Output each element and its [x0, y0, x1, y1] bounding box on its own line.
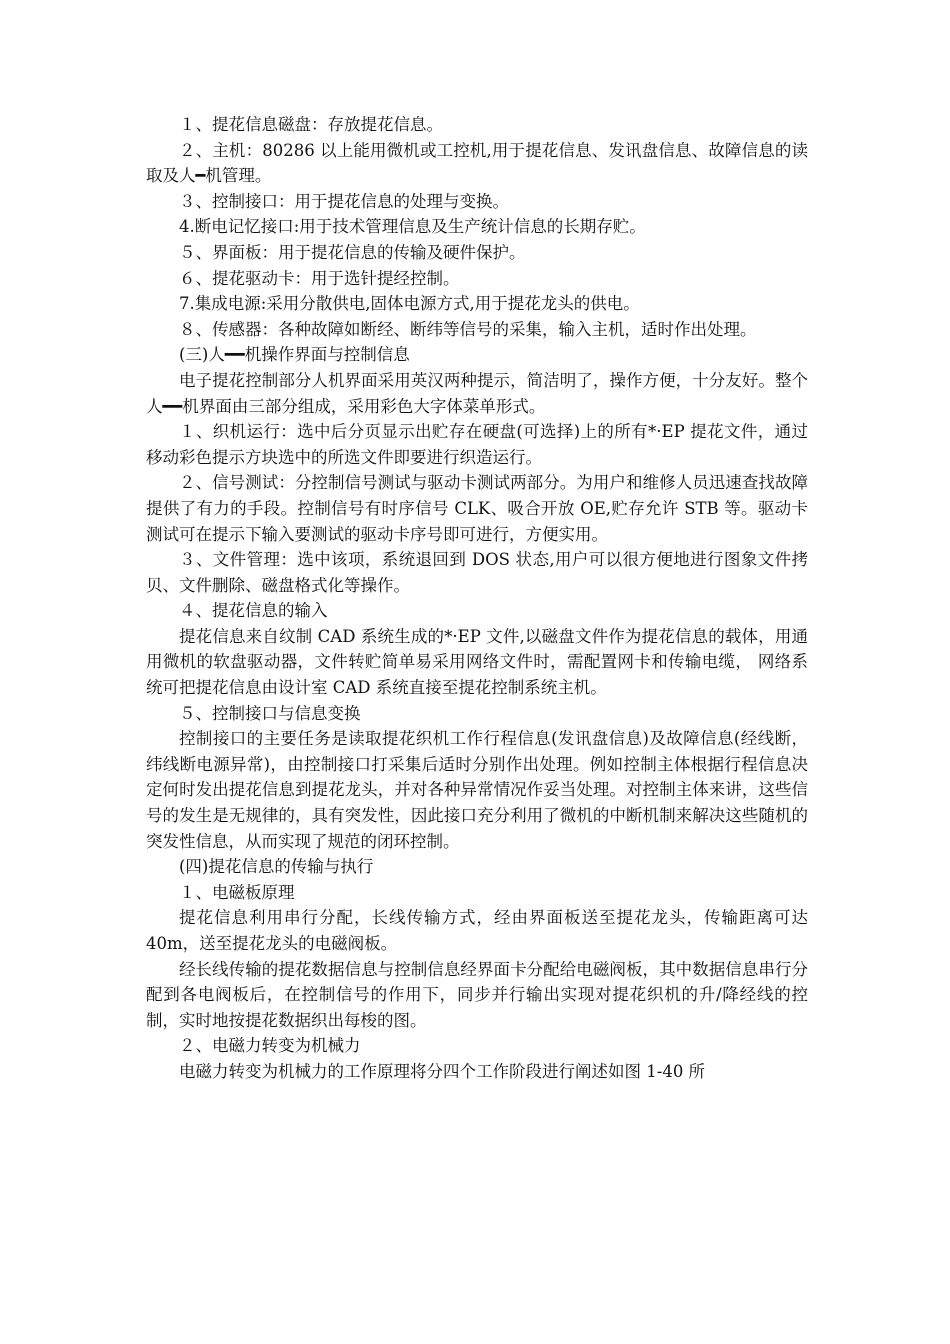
subheading-info-input: ４、提花信息的输入 — [179, 601, 328, 621]
paragraph-info-input: 提花信息来自纹制 CAD 系统生成的*·EP 文件,以磁盘文件作为提花信息的载体，用通用微机的软盘驱动器，文件转贮简单易采用网络文件时，需配置网卡和传输电缆， 网络系统可把提花信息由设计室 CAD 系统直接至提花控制系统主机。 — [146, 626, 808, 698]
paragraph-control-interface: 控制接口的主要任务是读取提花织机工作行程信息(发讯盘信息)及故障信息(经线断，纬线断电源异常)，由控制接口打采集后适时分别作出处理。例如控制主体根据行程信息决定何时发出提花信息到提花龙头，并对各种异常情况作妥当处理。对控制主体来讲，这些信号的发生是无规律的，具有突发性，因此接口充分利用了微机的中断机制来解决这些随机的突发性信息，从而实现了规范的闭环控制。 — [146, 729, 808, 851]
list-item-interface-board: ５、界面板：用于提花信息的传输及硬件保护。 — [179, 242, 526, 262]
section-heading-transmission: (四)提花信息的传输与执行 — [179, 857, 374, 877]
list-item-power-supply: 7.集成电源:采用分散供电,固体电源方式,用于提花龙头的供电。 — [179, 294, 640, 314]
list-item-file-management: ３、文件管理：选中该项，系统退回到 DOS 状态,用户可以很方便地进行图象文件拷贝、文件删除、磁盘格式化等操作。 — [146, 550, 808, 595]
list-item-signal-test: ２、信号测试：分控制信号测试与驱动卡测试两部分。为用户和维修人员迅速查找故障提供了有力的手段。控制信号有时序信号 CLK、吸合开放 OE,贮存允许 STB 等。驱动卡测试可在提示下输入要测试的驱动卡序号即可进行，方便实用。 — [146, 473, 808, 544]
subheading-solenoid-board: １、电磁板原理 — [179, 882, 295, 902]
subheading-control-interface: ５、控制接口与信息变换 — [179, 703, 361, 723]
list-item-control-interface: ３、控制接口：用于提花信息的处理与变换。 — [179, 191, 509, 211]
paragraph-working-principle: 电磁力转变为机械力的工作原理将分四个工作阶段进行阐述如图 1-40 所 — [179, 1061, 706, 1081]
list-item-sensor: ８、传感器：各种故障如断经、断纬等信号的采集，输入主机，适时作出处理。 — [179, 319, 757, 339]
paragraph-hmi-intro: 电子提花控制部分人机界面采用英汉两种提示，简洁明了，操作方便，十分友好。整个人━━机界面由三部分组成，采用彩色大字体菜单形式。 — [146, 370, 808, 416]
list-item-host: ２、主机：80286 以上能用微机或工控机,用于提花信息、发讯盘信息、故障信息的读取及人━机管理。 — [146, 140, 808, 186]
document-body — [146, 112, 808, 1085]
list-item-drive-card: ６、提花驱动卡：用于选针提经控制。 — [179, 268, 460, 288]
paragraph-serial-transmission: 提花信息利用串行分配，长线传输方式，经由界面板送至提花龙头，传输距离可达 40m，送至提花龙头的电磁阀板。 — [146, 908, 808, 953]
list-item-power-off-memory: 4.断电记忆接口:用于技术管理信息及生产统计信息的长期存贮。 — [179, 217, 646, 237]
section-heading-hmi: (三)人━━机操作界面与控制信息 — [179, 345, 410, 365]
paragraph-long-line: 经长线传输的提花数据信息与控制信息经界面卡分配给电磁阀板，其中数据信息串行分配到各电阀板后，在控制信号的作用下，同步并行输出实现对提花织机的升/降经线的控制，实时地按提花数据织出每梭的图。 — [146, 959, 808, 1030]
list-item-jacquard-disk: １、提花信息磁盘：存放提花信息。 — [179, 115, 443, 134]
list-item-loom-run: １、织机运行：选中后分页显示出贮存在硬盘(可选择)上的所有*·EP 提花文件，通过移动彩色提示方块选中的所选文件即要进行织造运行。 — [146, 422, 808, 467]
subheading-electromagnetic-force: ２、电磁力转变为机械力 — [179, 1036, 361, 1056]
